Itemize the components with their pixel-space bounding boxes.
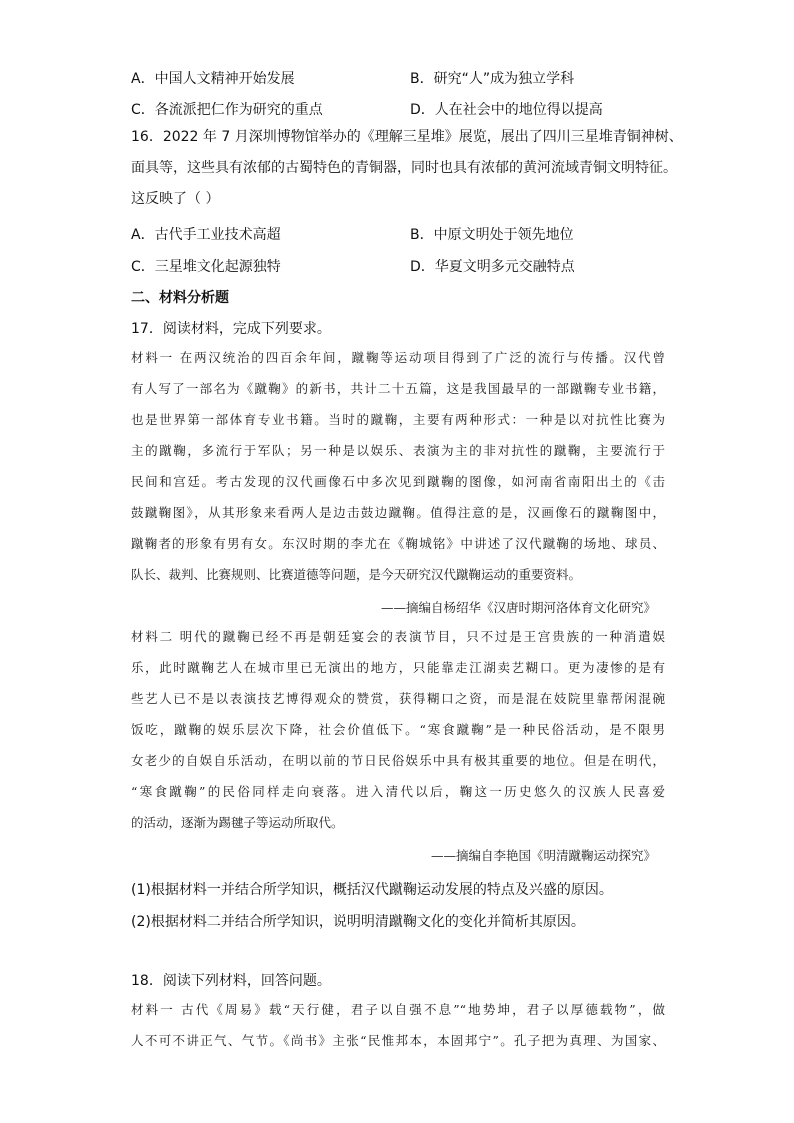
material-line: 有人写了一部名为《蹴鞠》的新书，共计二十五篇，这是我国最早的一部蹴鞠专业书籍， <box>131 381 665 396</box>
q16-option-a: A．古代手工业技术高超 <box>131 227 281 243</box>
material-line: 民间和宫廷。考古发现的汉代画像石中多次见到蹴鞠的图像，如河南省南阳出土的《击 <box>131 474 665 489</box>
q17-subquestion-1: (1)根据材料一并结合所学知识，概括汉代蹴鞠运动发展的特点及兴盛的原因。 <box>131 882 613 898</box>
material-line: 乐，此时蹴鞠艺人在城市里已无演出的地方，只能靠走江湖卖艺糊口。更为凄惨的是有 <box>131 660 665 675</box>
q15-option-d: D．人在社会中的地位得以提高 <box>410 102 603 118</box>
q17-source-2: ——摘编自李艳国《明清蹴鞠运动探究》 <box>430 848 656 863</box>
q16-option-b: B．中原文明处于领先地位 <box>410 227 574 243</box>
material-line: 女老少的自娱自乐活动，在明以前的节日民俗娱乐中具有极其重要的地位。但是在明代， <box>131 753 665 768</box>
q16-line: 这反映了（ ） <box>131 191 220 207</box>
material-line: 些艺人已不是以表演技艺博得观众的赞赏，获得糊口之资，而是混在妓院里靠帮闲混碗 <box>131 691 665 706</box>
q15-option-c: C．各流派把仁作为研究的重点 <box>131 102 323 118</box>
q17-subquestion-2: (2)根据材料二并结合所学知识，说明明清蹴鞠文化的变化并简析其原因。 <box>131 914 585 930</box>
material-line: 材料一 在两汉统治的四百余年间，蹴鞠等运动项目得到了广泛的流行与传播。汉代曾 <box>131 350 665 365</box>
q16-stem <box>131 122 683 215</box>
material-line: 饭吃，蹴鞠的娱乐层次下降，社会价值低下。“寒食蹴鞠”是一种民俗活动，是不限男 <box>131 722 665 737</box>
q17-stem: 17．阅读材料，完成下列要求。 <box>131 321 331 337</box>
material-line: 鼓蹴鞠图》，从其形象来看两人是边击鼓边蹴鞠。值得注意的是，汉画像石的蹴鞠图中， <box>131 505 665 520</box>
material-line: 人不可不讲正气、气节。《尚书》主张“民惟邦本，本固邦宁”。孔子把为真理、为国家、 <box>131 1033 665 1048</box>
q18-stem: 18．阅读下列材料，回答问题。 <box>131 973 331 989</box>
material-line: 也是世界第一部体育专业书籍。当时的蹴鞠，主要有两种形式：一种是以对抗性比赛为 <box>131 412 665 427</box>
material-line: 主的蹴鞠，多流行于军队；另一种是以娱乐、表演为主的非对抗性的蹴鞠，主要流行于 <box>131 443 665 458</box>
material-line: “寒食蹴鞠”的民俗同样走向衰落。进入清代以后，鞠这一历史悠久的汉族人民喜爱 <box>131 784 665 799</box>
q16-line: 16．2022 年 7 月深圳博物馆举办的《理解三星堆》展览，展出了四川三星堆青铜神树、 <box>131 129 683 145</box>
material-line: 蹴鞠者的形象有男有女。东汉时期的李尤在《鞠城铭》中讲述了汉代蹴鞠的场地、球员、 <box>131 536 665 551</box>
q16-option-c: C．三星堆文化起源独特 <box>131 259 281 275</box>
section-title: 二、材料分析题 <box>131 290 229 306</box>
material-line: 队长、裁判、比赛规则、比赛道德等问题，是今天研究汉代蹴鞠运动的重要资料。 <box>131 567 582 582</box>
material-line: 的活动，逐渐为踢毽子等运动所取代。 <box>131 815 344 830</box>
q17-source-1: ——摘编自杨绍华《汉唐时期河洛体育文化研究》 <box>380 600 656 615</box>
q18-material-1 <box>131 994 665 1056</box>
q17-material-2 <box>131 621 665 838</box>
q17-material-1 <box>131 342 665 590</box>
q15-option-a: A．中国人文精神开始发展 <box>131 71 295 87</box>
q15-option-b: B．研究“人”成为独立学科 <box>410 71 575 87</box>
material-line: 材料二 明代的蹴鞠已经不再是朝廷宴会的表演节目，只不过是王宫贵族的一种消遣娱 <box>131 629 665 644</box>
material-line: 材料一 古代《周易》载“天行健，君子以自强不息”“地势坤，君子以厚德载物”，做 <box>131 1002 665 1017</box>
q16-line: 面具等，这些具有浓郁的古蜀特色的青铜器，同时也具有浓郁的黄河流域青铜文明特征。 <box>131 160 677 176</box>
q16-option-d: D．华夏文明多元交融特点 <box>410 259 575 275</box>
